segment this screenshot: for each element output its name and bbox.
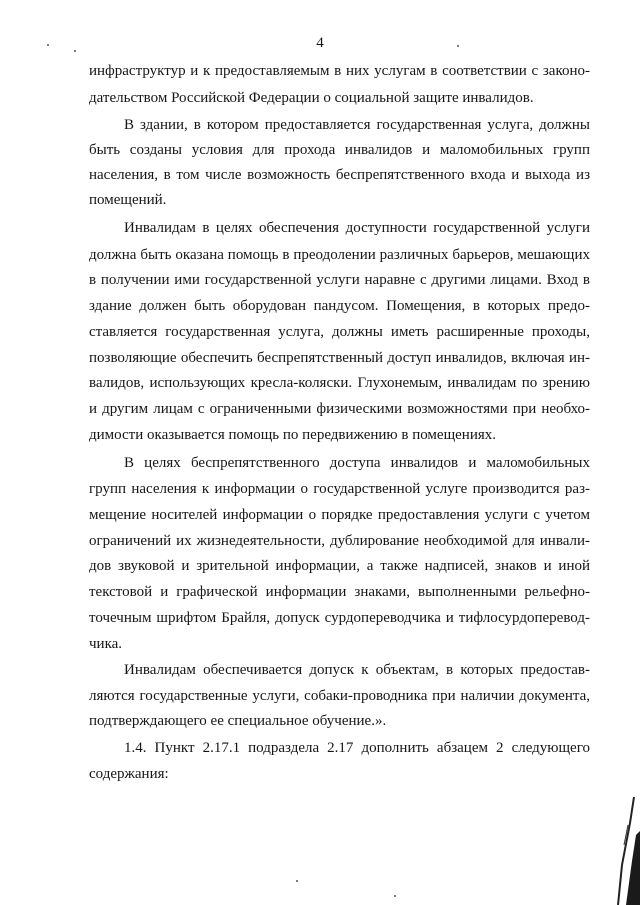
text-line: чика.	[89, 636, 123, 652]
scan-speck	[457, 45, 459, 47]
text-line: позволяющие обеспечить беспрепятственный доступ инвалидов, включая ин-	[89, 350, 590, 366]
text-line: инфраструктур и к предоставляемым в них услугам в соответствии с законо-	[89, 63, 590, 79]
text-line: текстовой и графической информации знаками, выполненными рельефно-	[89, 584, 590, 600]
page-number: 4	[316, 35, 324, 51]
scan-speck	[394, 895, 396, 897]
text-line: в получении ими государственной услуги наравне с другими лицами. Вход в	[89, 272, 590, 288]
text-line: подтверждающего ее специальное обучение.».	[89, 713, 387, 729]
text-line: здание должен быть оборудован пандусом. Помещения, в которых предо-	[89, 298, 590, 314]
scan-speck	[47, 44, 49, 46]
scan-speck	[74, 50, 76, 52]
text-line: ставляется государственная услуга, должны иметь расширенные проходы,	[89, 324, 590, 340]
scan-speck	[296, 880, 298, 882]
text-line: ограничений их жизнедеятельности, дублирование необходимой для инвали-	[89, 533, 590, 549]
text-line: и другим лицам с ограниченными физическими возможностями при необхо-	[89, 401, 590, 417]
text-line: 1.4. Пункт 2.17.1 подраздела 2.17 дополнить абзацем 2 следующего	[124, 740, 590, 756]
text-line: Инвалидам в целях обеспечения доступности государственной услуги	[124, 220, 590, 236]
text-line: мещение носителей информации о порядке предоставления услуги с учетом	[89, 507, 590, 523]
text-line: валидов, использующих кресла-коляски. Глухонемым, инвалидам по зрению	[89, 375, 590, 391]
text-line: дательством Российской Федерации о социальной защите инвалидов.	[89, 90, 534, 106]
text-line: Инвалидам обеспечивается допуск к объектам, в которых предостав-	[124, 662, 590, 678]
text-line: дов звуковой и зрительной информации, а также надписей, знаков и иной	[89, 558, 590, 574]
scan-edge-mark	[610, 795, 640, 905]
text-line: В целях беспрепятственного доступа инвалидов и маломобильных	[124, 455, 590, 471]
text-line: ляются государственные услуги, собаки-проводника при наличии документа,	[89, 688, 590, 704]
text-line: помещений.	[89, 192, 167, 208]
text-line: димости оказывается помощь по передвижению в помещениях.	[89, 427, 496, 443]
text-line: групп населения к информации о государственной услуге производится раз-	[89, 481, 590, 497]
text-line: точечным шрифтом Брайля, допуск сурдопереводчика и тифлосурдоперевод-	[89, 610, 590, 626]
text-line: содержания:	[89, 766, 169, 782]
text-line: В здании, в котором предоставляется государственная услуга, должны	[124, 117, 590, 133]
text-line: населения, в том числе возможность беспрепятственного входа и выхода из	[89, 167, 590, 183]
text-line: быть созданы условия для прохода инвалидов и маломобильных групп	[89, 142, 590, 158]
text-line: должна быть оказана помощь в преодолении различных барьеров, мешающих	[89, 247, 590, 263]
